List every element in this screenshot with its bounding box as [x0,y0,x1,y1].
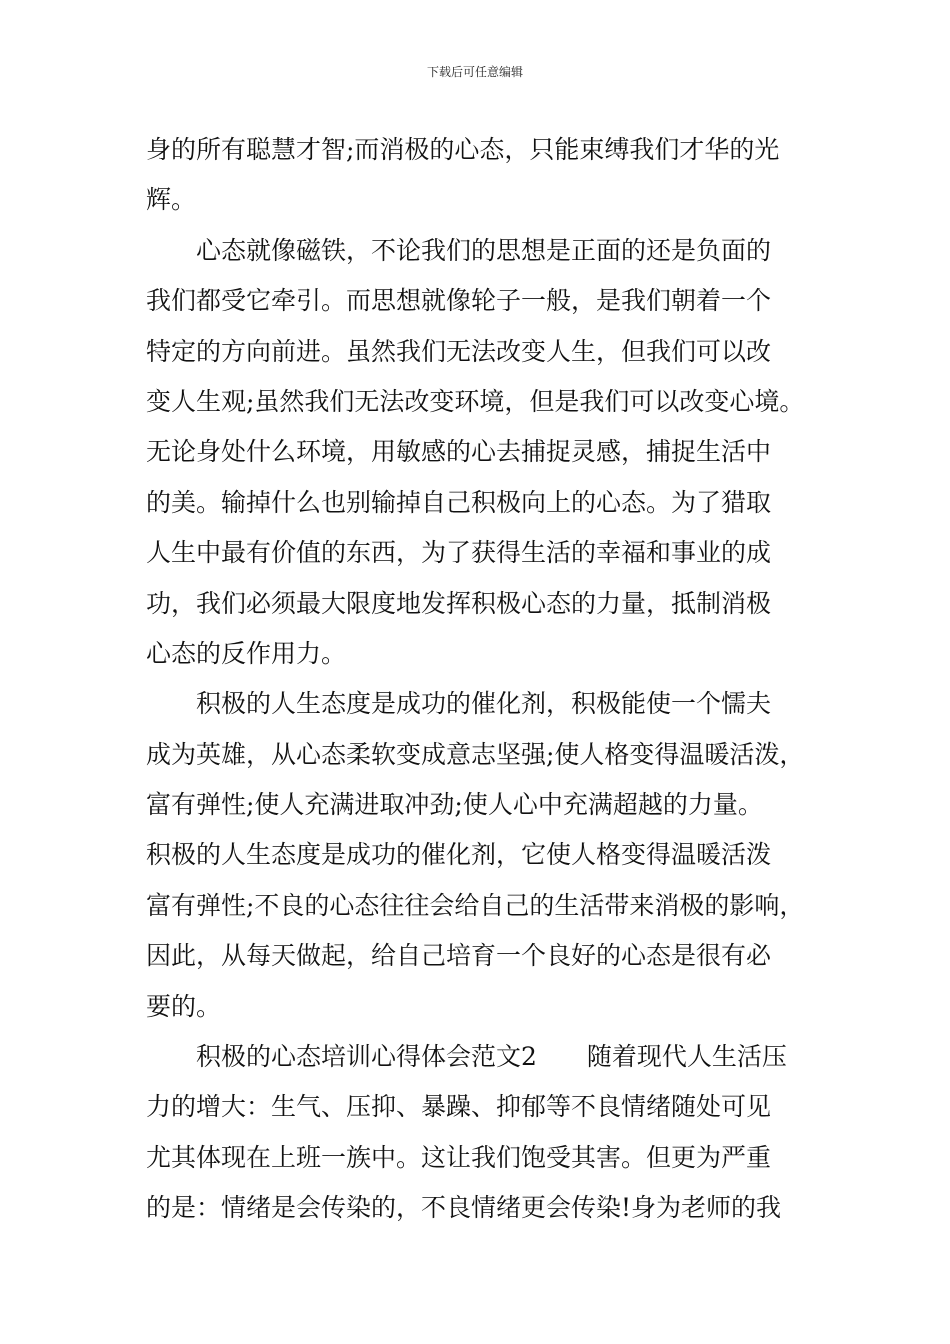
text-line: 积极的人生态度是成功的催化剂，积极能使一个懦夫 [196,689,772,719]
text-line: 心态就像磁铁，不论我们的思想是正面的还是负面的 [196,235,772,265]
text-line: 积极的人生态度是成功的催化剂，它使人格变得温暖活泼 [146,840,772,870]
text-line: 要的。 [146,991,222,1021]
text-line: 积极的心态培训心得体会范文2 随着现代人生活压 [196,1042,787,1072]
text-line: 因此，从每天做起，给自己培育一个良好的心态是很有必 [146,941,772,971]
text-line: 的美。输掉什么也别输掉自己积极向上的心态。为了猎取 [146,487,772,517]
text-line: 无论身处什么环境，用敏感的心去捕捉灵感，捕捉生活中 [146,437,772,467]
text-line: 身的所有聪慧才智;而消极的心态，只能束缚我们才华的光 [146,135,780,164]
text-line: 人生中最有价值的东西，为了获得生活的幸福和事业的成 [146,538,772,568]
text-line: 特定的方向前进。虽然我们无法改变人生，但我们可以改 [146,336,772,366]
text-line: 变人生观;虽然我们无法改变环境，但是我们可以改变心境。 [146,386,805,416]
text-line: 的是：情绪是会传染的，不良情绪更会传染!身为老师的我 [146,1193,782,1223]
text-line: 尤其体现在上班一族中。这让我们饱受其害。但更为严重 [146,1142,772,1172]
text-line: 富有弹性;使人充满进取冲劲;使人心中充满超越的力量。 [146,790,763,820]
text-line: 我们都受它牵引。而思想就像轮子一般，是我们朝着一个 [146,286,772,316]
document-body [146,125,810,1234]
text-line: 功，我们必须最大限度地发挥积极心态的力量，抵制消极 [146,588,772,618]
text-line: 力的增大：生气、压抑、暴躁、抑郁等不良情绪随处可见 [146,1092,772,1122]
text-line: 成为英雄，从心态柔软变成意志坚强;使人格变得温暖活泼， [146,739,805,769]
page-header: 下载后可任意编辑 [426,65,523,79]
text-line: 富有弹性;不良的心态往往会给自己的生活带来消极的影响， [146,890,805,920]
text-line: 辉。 [146,185,197,215]
text-line: 心态的反作用力。 [146,638,347,668]
